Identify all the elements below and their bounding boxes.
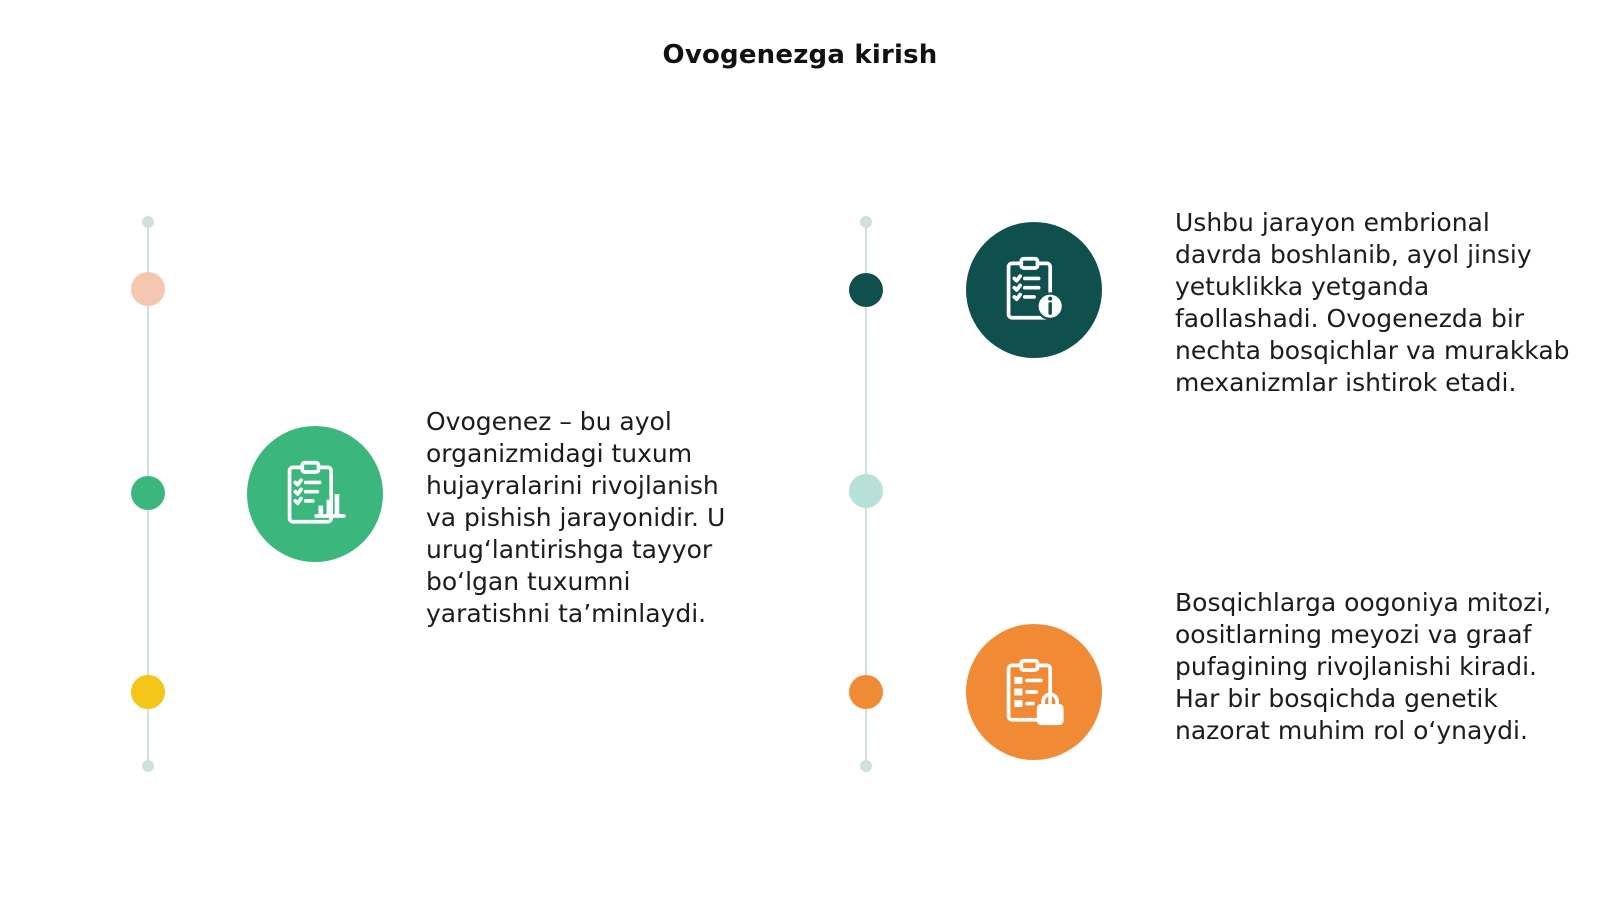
left-timeline-dot-green [131, 476, 165, 510]
clipboard-info-icon [966, 222, 1102, 358]
right-timeline-dot-mint [849, 474, 883, 508]
block-3-text: Bosqichlarga oogoniya mitozi, oositlarning meyozi va graaf pufagining rivojlanishi kiradi. Har bir bosqichda genetik nazorat muhim rol o‘ynaydi. [1175, 588, 1552, 745]
page-title: Ovogenezga kirish [662, 40, 938, 70]
clipboard-lock-icon [966, 624, 1102, 760]
right-timeline-dot-dark-teal [849, 273, 883, 307]
right-timeline-bottom-endpoint [860, 760, 872, 772]
left-timeline-top-endpoint [142, 216, 154, 228]
clipboard-chart-icon [247, 426, 383, 562]
block-1-text: Ovogenez – bu ayol organizmidagi tuxum hujayralarini rivojlanish va pishish jarayonidir. U urug‘lantirishga tayyor bo‘lgan tuxumni yaratishni ta’minlaydi. [426, 407, 726, 628]
right-timeline-top-endpoint [860, 216, 872, 228]
block-2-text: Ushbu jarayon embrional davrda boshlanib, ayol jinsiy yetuklikka yetganda faollashadi. Ovogenezda bir nechta bosqichlar va murakkab mexanizmlar ishtirok etadi. [1175, 208, 1570, 397]
left-timeline-bottom-endpoint [142, 760, 154, 772]
left-timeline-dot-peach [131, 272, 165, 306]
right-timeline-dot-orange [849, 675, 883, 709]
left-timeline-dot-yellow [131, 675, 165, 709]
